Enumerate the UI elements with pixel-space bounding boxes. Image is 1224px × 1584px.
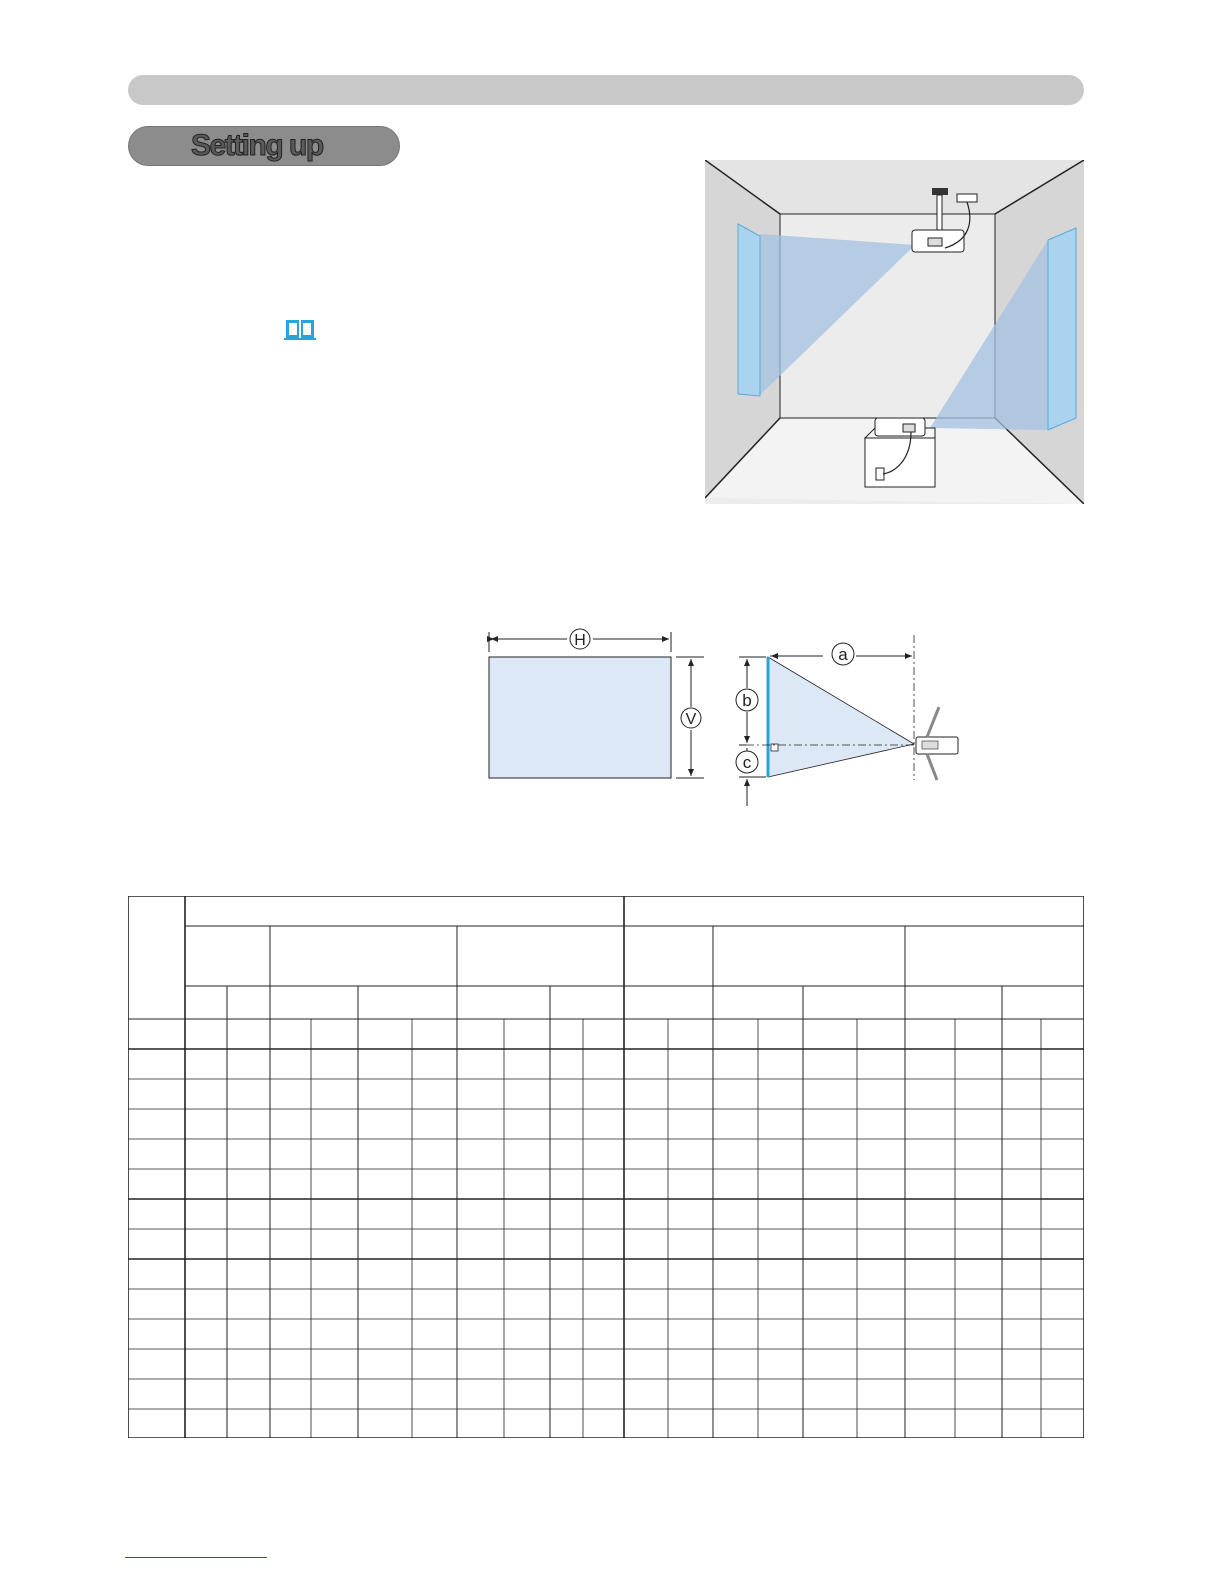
floor-outlet — [876, 468, 884, 480]
screen-rectangle — [489, 657, 671, 778]
label-c: c — [742, 753, 752, 772]
ceiling-outlet — [957, 194, 977, 202]
header-bar — [128, 75, 1084, 105]
footer-link[interactable] — [125, 1557, 267, 1558]
room-illustration — [705, 160, 1084, 504]
label-v: V — [685, 711, 697, 728]
projection-beam — [768, 657, 914, 777]
ceiling-mount — [932, 188, 948, 195]
label-b: b — [742, 691, 752, 710]
label-h: H — [574, 632, 586, 649]
screen-size-diagram — [484, 620, 984, 815]
left-screen — [738, 224, 760, 396]
projection-distance-table — [128, 896, 1084, 1438]
label-a: a — [838, 645, 848, 664]
book-icon[interactable] — [284, 318, 316, 340]
section-title: Setting up — [191, 129, 323, 162]
section-header — [128, 126, 400, 166]
floor-projector — [875, 418, 925, 436]
right-screen — [1048, 228, 1076, 430]
